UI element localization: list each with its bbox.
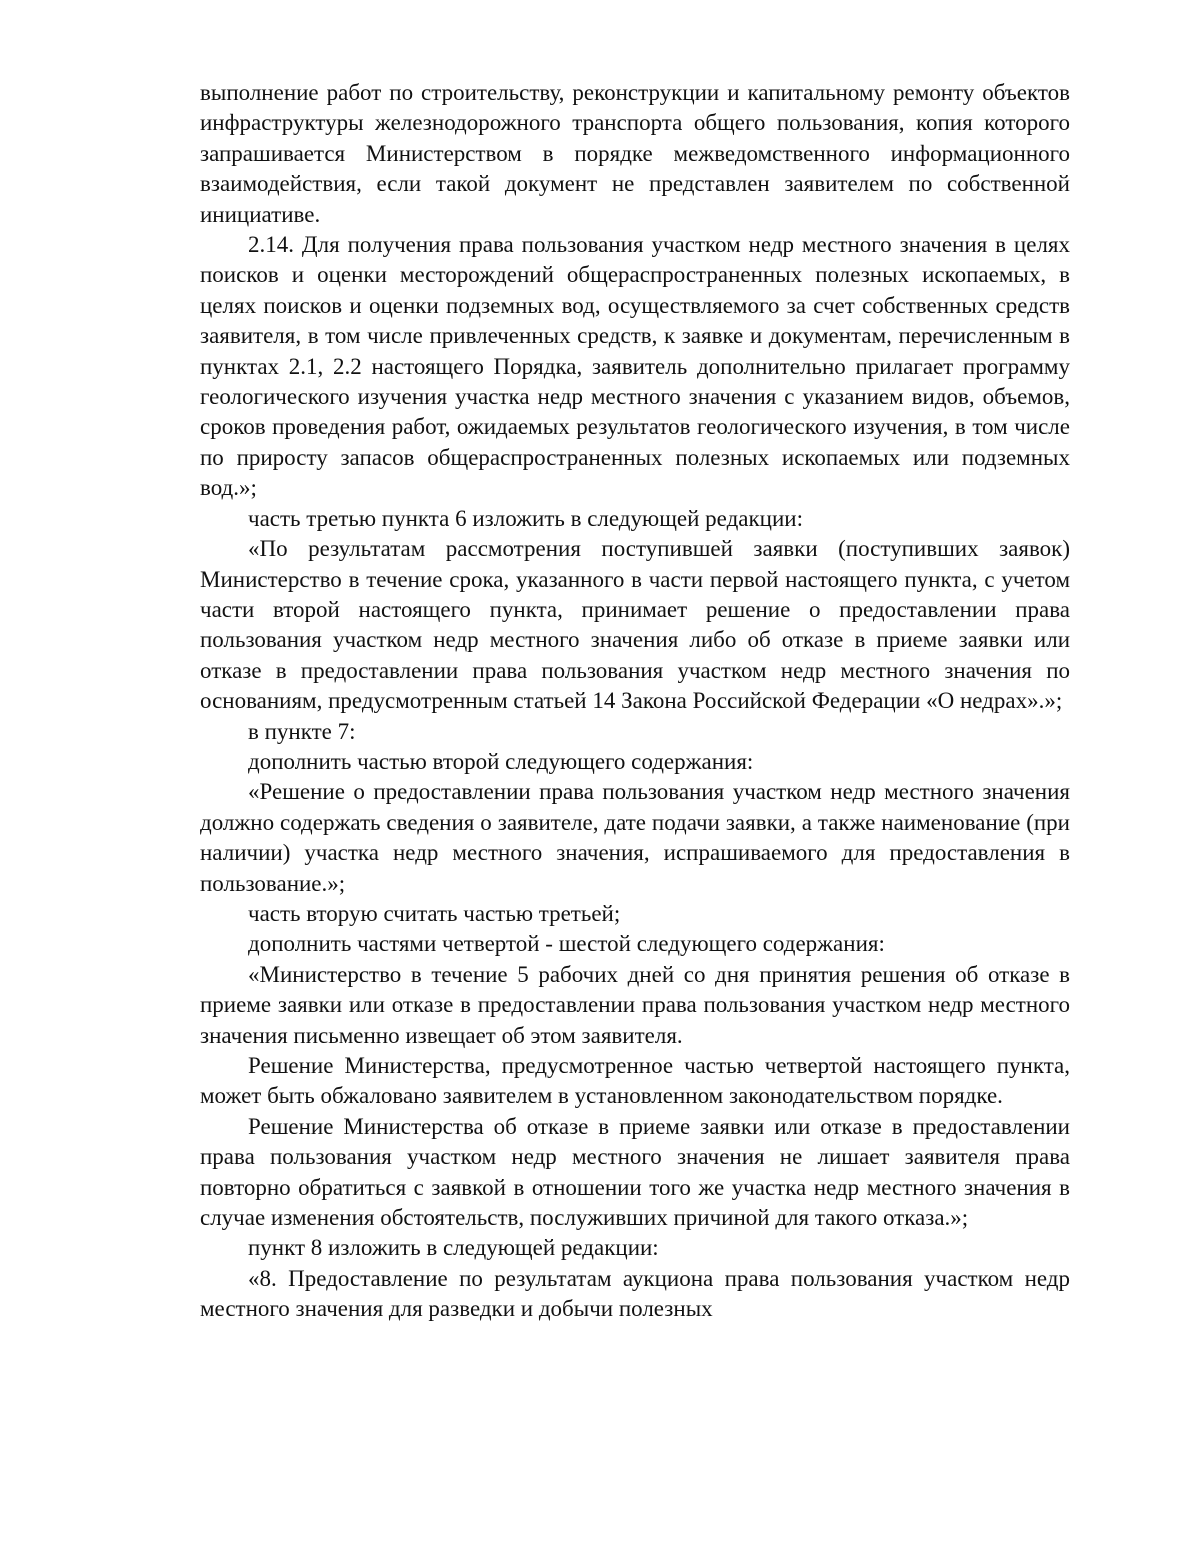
paragraph-in-p7: в пункте 7: [248,718,356,744]
paragraph-instruction-parts4-6: дополнить частями четвертой - шестой следующего содержания: [248,931,885,957]
paragraph-instruction-p6: часть третью пункта 6 изложить в следующей редакции: [248,505,803,531]
paragraph-instruction-p8: пункт 8 изложить в следующей редакции: [248,1235,659,1261]
paragraph-refusal: Решение Министерства об отказе в приеме заявки или отказе в предоставлении права пользования участком недр местного значения не лишает заявителя права повторно обратиться с заявкой в отношении того же участка недр местного значения в случае изменения обстоятельств, послуживших причиной для такого отказа.»; [200,1113,1070,1231]
paragraph-quote-p8: «8. Предоставление по результатам аукциона права пользования участком недр местного значения для разведки и добычи полезных [200,1265,1070,1322]
paragraph-quote-ministry: «Министерство в течение 5 рабочих дней со дня принятия решения об отказе в приеме заявки или отказе в предоставлении права пользования участком недр местного значения письменно извещает об этом заявителя. [200,961,1070,1048]
paragraph-instruction-part2: дополнить частью второй следующего содержания: [248,748,754,774]
paragraph-quote-p6: «По результатам рассмотрения поступившей заявки (поступивших заявок) Министерство в течение срока, указанного в части первой настоящего пункта, с учетом части второй настоящего пункта, принимает решение о предоставлении права пользования участком недр местного значения либо об отказе в приеме заявки или отказе в предоставлении права пользования участком недр местного значения по основаниям, предусмотренным статьей 14 Закона Российской Федерации «О недрах».»; [200,536,1070,714]
paragraph-2-14: 2.14. Для получения права пользования участком недр местного значения в целях поисков и оценки месторождений общераспространенных полезных ископаемых, в целях поисков и оценки подземных вод, осуществляемого за счет собственных средств заявителя, в том числе привлеченных средств, к заявке и документам, перечисленным в пунктах 2.1, 2.2 настоящего Порядка, заявитель дополнительно прилагает программу геологического изучения участка недр местного значения с указанием видов, объемов, сроков проведения работ, ожидаемых результатов геологического изучения, в том числе по приросту запасов общераспространенных полезных ископаемых или подземных вод.»; [200,232,1070,501]
paragraph-renumber: часть вторую считать частью третьей; [248,900,621,926]
paragraph-continuation: выполнение работ по строительству, реконструкции и капитальному ремонту объектов инфраструктуры железнодорожного транспорта общего пользования, копия которого запрашивается Министерством в порядке межведомственного информационного взаимодействия, если такой документ не представлен заявителем по собственной инициативе. [200,80,1070,227]
paragraph-appeal: Решение Министерства, предусмотренное частью четвертой настоящего пункта, может быть обжаловано заявителем в установленном законодательством порядке. [200,1053,1070,1109]
paragraph-quote-decision: «Решение о предоставлении права пользования участком недр местного значения должно содержать сведения о заявителе, дате подачи заявки, а также наименование (при наличии) участка недр местного значения, испрашиваемого для предоставления в пользование.»; [200,779,1070,896]
document-page [200,78,1070,1325]
